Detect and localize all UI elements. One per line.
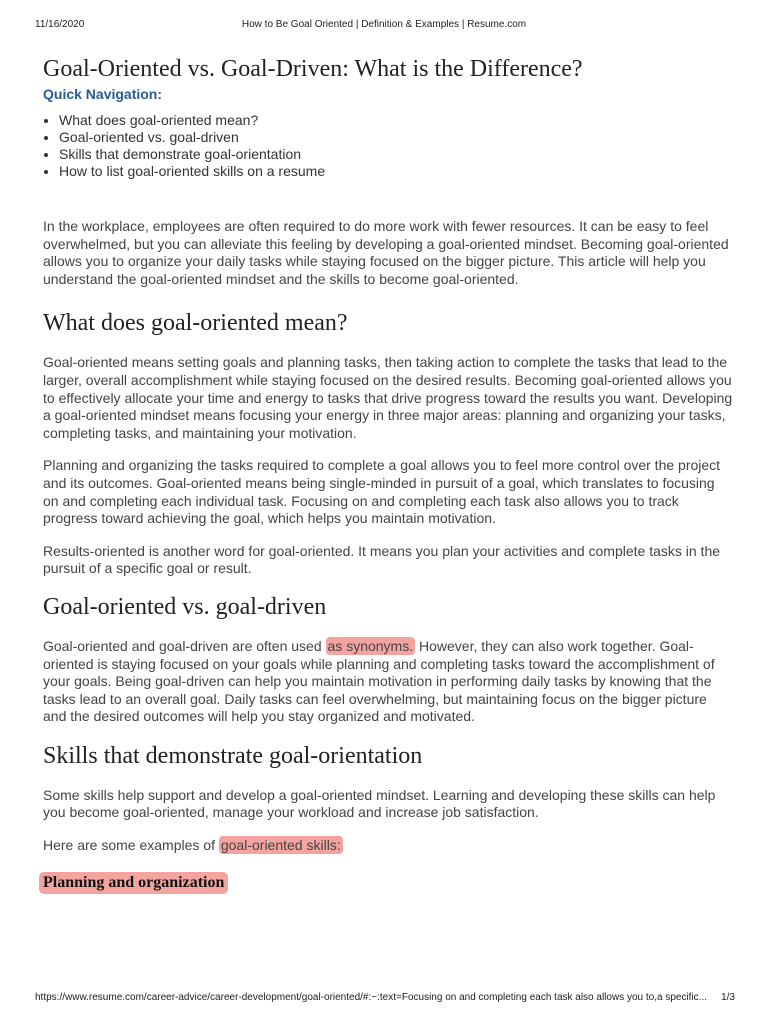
text: Here are some examples of <box>43 837 219 854</box>
paragraph: Goal-oriented means setting goals and planning tasks, then taking action to complete the tasks that lead to the larger, overall accomplishment while staying focused on the desired results. Becoming goal-oriented allows you to effectively allocate your time and energy to tasks that drive progress toward the results you want. Developing a goal-oriented mindset means focusing your energy in three major areas: planning and organizing your tasks, completing tasks, and maintaining your motivation. <box>43 354 733 441</box>
section-heading-what-does-goal-oriented-mean: What does goal-oriented mean? <box>43 310 348 337</box>
section-heading-skills-goal-orientation: Skills that demonstrate goal-orientation <box>43 742 423 769</box>
paragraph: Planning and organizing the tasks required to complete a goal allows you to feel more control over the project and its outcomes. Goal-oriented means being single-minded in pursuit of a goal, which translates to focusing on and completing each individual task. Focusing on and completing each task also allows you to track progress toward achieving the goal, which helps you maintain motivation. <box>43 457 721 527</box>
paragraph <box>43 837 733 855</box>
paragraph: Results-oriented is another word for goal-oriented. It means you plan your activities and complete tasks in the pursuit of a specific goal or result. <box>43 542 721 577</box>
nav-link-skills-goal-orientation[interactable]: • Skills that demonstrate goal-orientation <box>59 146 733 163</box>
subheading-wrapper <box>39 872 733 894</box>
intro-paragraph: In the workplace, employees are often required to do more work with fewer resources. It can be easy to feel overwhelmed, but you can alleviate this feeling by developing a goal-oriented mindset. Becoming goal-oriented allows you to organize your daily tasks while staying focused on the bigger picture. This article will help you understand the goal-oriented mindset and the skills to become goal-oriented. <box>43 218 729 287</box>
article-title: Goal-Oriented vs. Goal-Driven: What is the Difference? <box>43 56 583 82</box>
print-page-title: How to Be Goal Oriented | Definition & Examples | Resume.com <box>241 19 527 30</box>
section-heading-goal-oriented-vs-goal-driven: Goal-oriented vs. goal-driven <box>43 593 327 620</box>
subheading-planning-and-organization: Planning and organization <box>39 872 228 894</box>
print-header <box>0 19 768 33</box>
quick-navigation-label: Quick Navigation: <box>43 86 163 102</box>
text: Goal-oriented and goal-driven are often used <box>43 637 326 654</box>
paragraph: Some skills help support and develop a goal-oriented mindset. Learning and developing these skills can help you become goal-oriented, manage your workload and increase job satisfaction. <box>43 786 716 821</box>
quick-navigation-list <box>43 112 733 180</box>
print-date: 11/16/2020 <box>35 19 85 30</box>
nav-link-list-skills-on-resume[interactable]: • How to list goal-oriented skills on a resume <box>59 163 733 180</box>
nav-link-goal-oriented-vs-goal-driven[interactable]: • Goal-oriented vs. goal-driven <box>59 129 733 146</box>
print-url: https://www.resume.com/career-advice/career-development/goal-oriented/#:~:text=Focusing on and completing each task also allows you to,a specific... <box>35 992 708 1003</box>
print-footer <box>0 992 768 1006</box>
goal-oriented-skills-link[interactable]: goal-oriented skills: <box>220 837 341 854</box>
paragraph <box>43 638 733 726</box>
synonyms-link[interactable]: as synonyms. <box>327 637 414 654</box>
page-number: 1/3 <box>721 992 735 1003</box>
text: However, they can also work together. Goal-oriented is staying focused on your goals while planning and completing tasks toward the accomplishment of your goals. Being goal-driven can help you maintain motivation in performing daily tasks by knowing that the tasks lead to an overall goal. Daily tasks can feel overwhelming, but maintaining focus on the bigger picture and the desired outcomes will help you stay organized and motivated. <box>43 637 715 725</box>
article <box>43 54 733 894</box>
nav-link-what-does-goal-oriented-mean[interactable]: • What does goal-oriented mean? <box>59 112 733 129</box>
